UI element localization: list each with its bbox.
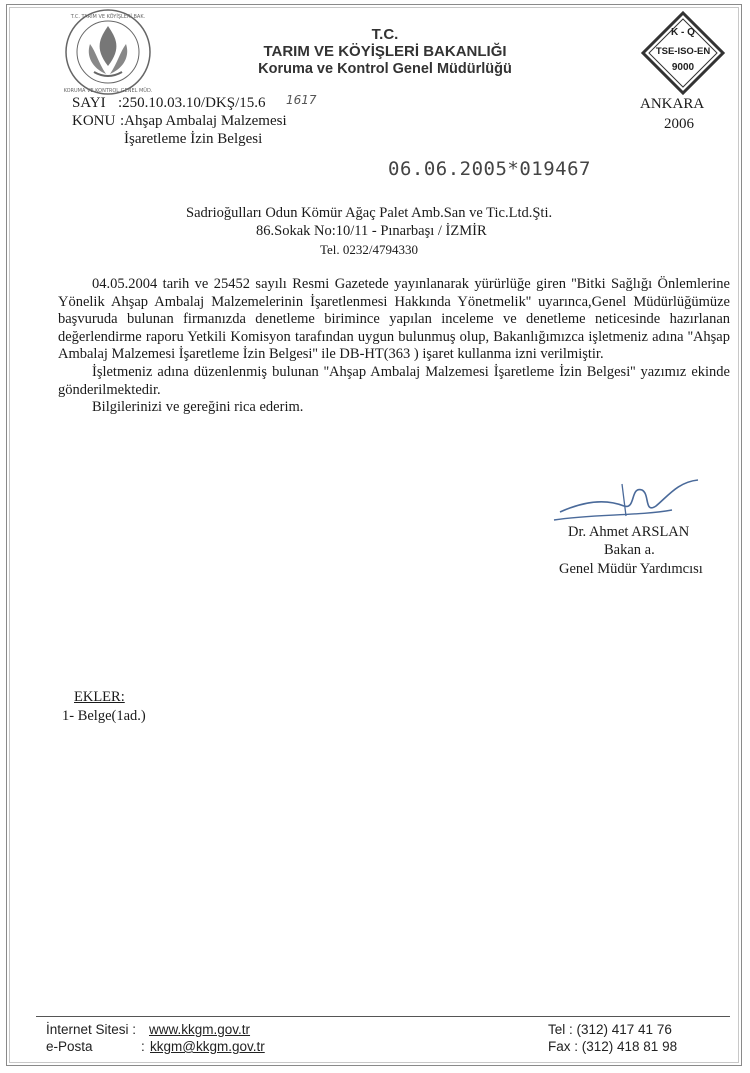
web-label: İnternet Sitesi :	[46, 1022, 137, 1037]
letter-body	[58, 276, 730, 417]
svg-text:T.C. TARIM VE KÖYİŞLERİ BAK.: T.C. TARIM VE KÖYİŞLERİ BAK.	[70, 14, 146, 20]
signatory-title-2: Genel Müdür Yardımcısı	[559, 561, 703, 577]
badge-line-1: K - Q	[671, 27, 695, 38]
footer-tel: Tel : (312) 417 41 76	[548, 1022, 672, 1037]
body-paragraph-2: İşletmeniz adına düzenlenmiş bulunan ''Ahşap Ambalaj Malzemesi İşaretleme İzin Belgesi'' yazımız ekinde gönderilmektedir.	[58, 363, 730, 398]
recipient-phone: Tel. 0232/4794330	[320, 242, 419, 257]
handwritten-signature	[552, 470, 702, 530]
konu-line-2: İşaretleme İzin Belgesi	[124, 131, 263, 147]
konu-line-1: :Ahşap Ambalaj Malzemesi	[120, 113, 287, 129]
email-separator: :	[141, 1039, 145, 1054]
attachments-label: EKLER:	[74, 689, 125, 705]
body-paragraph-1: 04.05.2004 tarih ve 25452 sayılı Resmi Gazetede yayınlanarak yürürlüğe giren ''Bitki Sağlığı Önlemlerine Yönelik Ahşap Ambalaj Malzemelerinin İşaretlenmesi Hakkında Yönetmelik'' uyarınca,Genel Müdürlüğümüze başvuruda bulunan firmanızda denetleme birimince yapılan inceleme ve denetleme neticesinde hazırlanan değerlendirme raporu Yetkili Komisyon tarafından uygun bulunmuş olup, Bakanlığımızca işletmeniz adına ''Ahşap Ambalaj Malzemesi İşaretleme İzin Belgesi'' ile DB-HT(363 ) işaret kullanma izni verilmiştir.	[58, 276, 730, 363]
footer-divider	[36, 1016, 730, 1017]
web-link[interactable]: www.kkgm.gov.tr	[149, 1022, 251, 1037]
recipient-name: Sadrioğulları Odun Kömür Ağaç Palet Amb.San ve Tic.Ltd.Şti.	[186, 205, 553, 221]
recipient-address: 86.Sokak No:10/11 - Pınarbaşı / İZMİR	[256, 223, 487, 239]
registry-stamp: 06.06.2005*019467	[388, 158, 591, 180]
tse-iso-certification-badge	[640, 10, 726, 96]
year: 2006	[664, 116, 694, 132]
signatory-name: Dr. Ahmet ARSLAN	[568, 524, 690, 540]
header-department: Koruma ve Kontrol Genel Müdürlüğü	[258, 61, 512, 77]
body-paragraph-3: Bilgilerinizi ve gereğini rica ederim.	[92, 399, 304, 416]
badge-line-2: TSE-ISO-EN	[655, 46, 711, 57]
sayi-value: :250.10.03.10/DKŞ/15.6	[118, 95, 266, 111]
konu-label: KONU	[72, 113, 116, 129]
sayi-label: SAYI	[72, 95, 106, 111]
attachment-item: 1- Belge(1ad.)	[62, 708, 146, 724]
city: ANKARA	[640, 96, 705, 112]
email-label: e-Posta	[46, 1039, 93, 1054]
ministry-logo	[64, 8, 152, 96]
signatory-title-1: Bakan a.	[604, 542, 655, 558]
footer-fax: Fax : (312) 418 81 98	[548, 1039, 678, 1054]
email-link[interactable]: kkgm@kkgm.gov.tr	[150, 1039, 265, 1054]
svg-text:KORUMA VE KONTROL GENEL MÜD.: KORUMA VE KONTROL GENEL MÜD.	[64, 88, 152, 94]
sayi-handwritten-number: 1617	[286, 93, 317, 107]
header-ministry: TARIM VE KÖYİŞLERİ BAKANLIĞI	[263, 43, 507, 60]
badge-line-3: 9000	[671, 62, 695, 73]
header-republic: T.C.	[371, 26, 399, 43]
